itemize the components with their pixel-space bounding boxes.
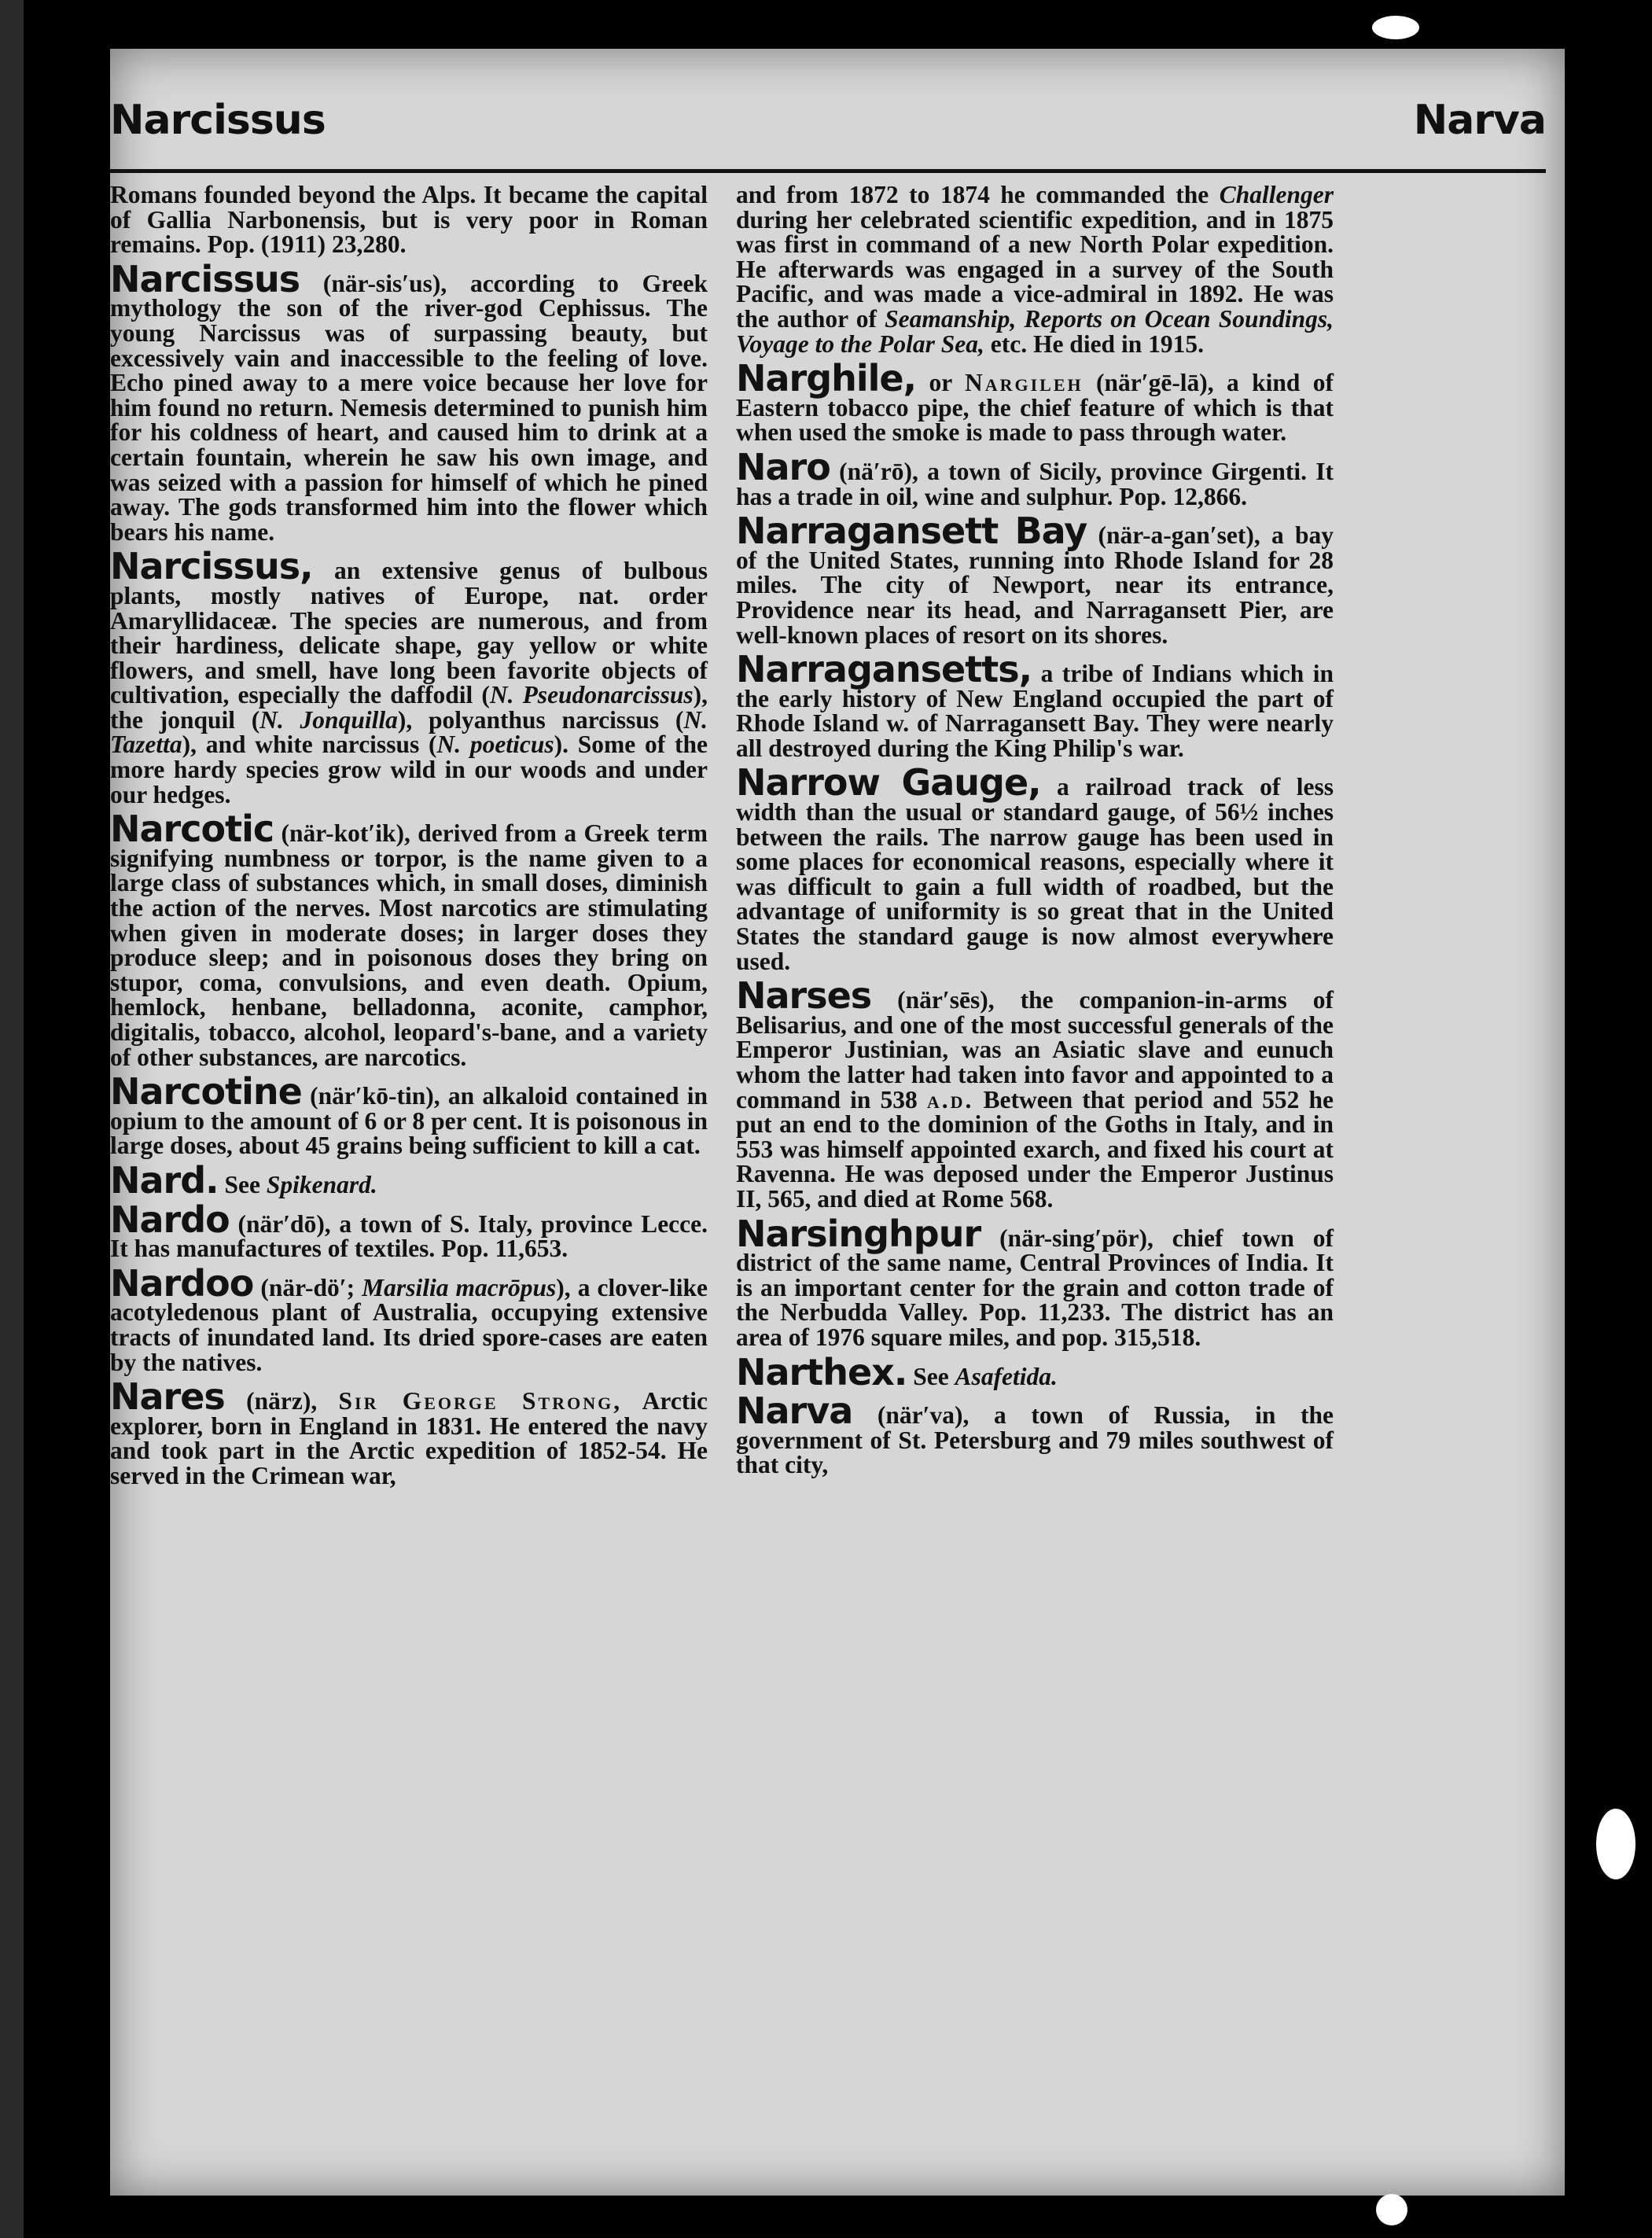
scan-speck: [1372, 16, 1419, 39]
headword: Narses: [736, 974, 872, 1018]
cross-reference: Spikenard.: [266, 1170, 377, 1198]
pronunciation: (när-sis′us),: [322, 269, 447, 297]
headword: Narthex.: [736, 1350, 907, 1393]
left-column: [110, 182, 708, 1495]
entry-narrow-gauge: [736, 761, 1334, 975]
entry-text: ), a clover-like acotyledenous plant of Australia, occupying extensive tracts of inundated land. Its dried spore-cases are eaten by the natives.: [110, 1273, 708, 1376]
running-head-left: Narcissus: [110, 97, 326, 144]
entry-narghile: [736, 357, 1334, 447]
pronunciation: (när′sēs),: [897, 986, 995, 1014]
pronunciation: (när′kō-tin),: [310, 1082, 440, 1110]
headword: Narghile,: [736, 357, 917, 400]
scientific-name: N. Tazetta: [110, 705, 708, 759]
entry-text: during her celebrated scientific expedition, and in 1875 was first in command of a new North Polar expedition. He afterwards was engaged in a survey of the South Pacific, and was made a vice-admiral in 1892. He was the author of: [736, 205, 1334, 333]
pronunciation: (nä′rō),: [839, 457, 918, 485]
entry-narcissus-myth: [110, 257, 708, 546]
entry-text: the companion-in-arms of Belisarius, and one of the most successful generals of the Emperor Justinian, was an Asiatic slave and eunuch whom the latter had taken into favor and appointed to a command in 538: [736, 986, 1334, 1113]
headword: Naro: [736, 445, 830, 488]
see-label: See: [913, 1362, 949, 1390]
pronunciation: (när′gē-lā),: [1095, 369, 1214, 397]
entry-text: a bay of the United States, running into Rhode Island for 28 miles. The city of Newport, near its entrance, Providence near its head, and Narragansett Pier, are well-known places of resort on its shores.: [736, 521, 1334, 649]
headword: Nardoo: [110, 1261, 254, 1305]
entry-continuation: [736, 182, 1334, 356]
era-abbrev: a.d.: [926, 1085, 974, 1113]
scan-speck: [1596, 1809, 1635, 1879]
entry-text: ), polyanthus narcissus (: [397, 705, 684, 734]
see-label: See: [224, 1170, 260, 1198]
entry-text: Romans founded beyond the Alps. It became the capital of Gallia Narbonensis, but is very poor in Roman remains. Pop. (1911) 23,280.: [110, 181, 708, 259]
entry-text: an alkaloid contained in opium to the amount of 6 or 8 per cent. It is poisonous in large doses, about 45 grains being sufficient to kill a cat.: [110, 1082, 708, 1160]
entry-text: a town of Russia, in the government of St. Petersburg and 79 miles southwest of that city,: [736, 1401, 1334, 1479]
entry-continuation: [110, 182, 708, 257]
pronunciation: (när-a-gan′set),: [1098, 521, 1260, 550]
entry-text: Arctic explorer, born in England in 1831. He entered the navy and took part in the Arctic expedition of 1852-54. He served in the Crimean war,: [110, 1387, 708, 1489]
entry-narragansett-bay: [736, 510, 1334, 649]
entry-nardo: [110, 1198, 708, 1263]
headword: Nares: [110, 1375, 225, 1419]
scientific-name: N. Pseudonarcissus: [489, 681, 694, 709]
entry-naro: [736, 445, 1334, 510]
adjacent-page-edge: [0, 0, 24, 2238]
entry-text: a railroad track of less width than the usual or standard gauge, of 56½ inches between the rails. The narrow gauge has been used in some places for economical reasons, especially where it was difficult to gain a full width of roadbed, but the advantage of uniformity is so great that in the United States the standard gauge is now almost everywhere used.: [736, 773, 1334, 975]
headword: Narcissus: [110, 257, 300, 300]
headword: Narva: [736, 1390, 853, 1433]
entry-text: ), and white narcissus (: [182, 731, 437, 759]
pronunciation: (när-dö′;: [260, 1273, 355, 1301]
entry-text: a tribe of Indians which in the early history of New England occupied the part of Rhode Island w. of Narragansett Bay. They were nearly all destroyed during the King Philip's war.: [736, 660, 1334, 762]
entry-narcotine: [110, 1070, 708, 1160]
book-titles: Seamanship, Reports on Ocean Soundings, Voyage to the Polar Sea,: [736, 304, 1334, 358]
or-label: or: [929, 369, 952, 397]
entry-text: a town of S. Italy, province Lecce. It has manufactures of textiles. Pop. 11,653.: [110, 1209, 708, 1263]
pronunciation: (när-sing′pör),: [999, 1224, 1153, 1252]
scientific-name: N. Jonquilla: [259, 705, 398, 734]
scan-speck: [1376, 2194, 1407, 2225]
entry-nardoo: [110, 1261, 708, 1376]
cross-reference: Asafetida.: [955, 1362, 1058, 1390]
entry-text: chief town of district of the same name, Central Provinces of India. It is an important center for the grain and cotton trade of the Nerbudda Valley. Pop. 11,233. The district has an area of 1976 square miles, and pop. 315,518.: [736, 1224, 1334, 1351]
entry-text: etc. He died in 1915.: [984, 329, 1204, 358]
entry-narses: [736, 974, 1334, 1213]
headword: Narragansetts,: [736, 648, 1032, 691]
headword: Narrow Gauge,: [736, 761, 1041, 804]
pronunciation: (när′dō),: [237, 1209, 331, 1238]
person-name: Sir George Strong,: [338, 1387, 623, 1415]
headword: Narragansett Bay: [736, 510, 1087, 553]
headword: Narsinghpur: [736, 1212, 981, 1255]
entry-narragansetts: [736, 648, 1334, 762]
running-head-right: Narva: [1413, 97, 1546, 144]
entry-narthex: [736, 1350, 1334, 1393]
ship-name: Challenger: [1219, 181, 1334, 208]
entry-text: a kind of Eastern tobacco pipe, the chief feature of which is that when used the smoke is made to pass through water.: [736, 369, 1334, 447]
entry-narcissus-plant: [110, 545, 708, 808]
entry-text: ), the jonquil (: [110, 681, 708, 734]
entry-narsinghpur: [736, 1212, 1334, 1351]
entry-narva: [736, 1390, 1334, 1479]
scientific-name: Marsilia macrōpus: [362, 1273, 557, 1301]
entry-text: derived from a Greek term signifying numbness or torpor, is the name given to a large class of substances which, in small doses, diminish the action of the nerves. Most narcotics are stimulating when given in moderate doses; in larger doses they produce sleep; and in poisonous doses they bring on stupor, coma, convulsions, and even death. Opium, hemlock, henbane, belladonna, aconite, camphor, digitalis, tobacco, alcohol, leopard's-bane, and a variety of other substances, are narcotics.: [110, 819, 708, 1071]
headword: Narcotine: [110, 1070, 302, 1113]
entry-narcotic: [110, 808, 708, 1071]
headword: Nard.: [110, 1158, 219, 1202]
entry-text: a town of Sicily, province Girgenti. It has a trade in oil, wine and sulphur. Pop. 12,866.: [736, 457, 1334, 510]
entry-nares: [110, 1375, 708, 1489]
entry-text: according to Greek mythology the son of the river-god Cephissus. The young Narcissus was of surpassing beauty, but excessively vain and inaccessible to the feeling of love. Echo pined away to a mere voice because her love for him found no return. Nemesis determined to punish him for his coldness of heart, and caused him to drink at a certain fountain, wherein he saw his own image, and was seized with a passion for himself of which he pined away. The gods transformed him into the flower which bears his name.: [110, 269, 708, 546]
headword: Narcissus,: [110, 545, 313, 588]
headword: Narcotic: [110, 808, 274, 851]
alternate-headword: Nargileh: [964, 369, 1084, 397]
pronunciation: (när-kot′ik),: [281, 819, 410, 848]
pronunciation: (närz),: [246, 1387, 318, 1415]
entry-nard: [110, 1158, 708, 1202]
headword: Nardo: [110, 1198, 230, 1241]
running-head: [110, 90, 1546, 173]
pronunciation: (när′va),: [877, 1401, 969, 1430]
scientific-name: N. poeticus: [436, 731, 554, 759]
right-column: [736, 182, 1334, 1484]
entry-text: an extensive genus of bulbous plants, mostly natives of Europe, nat. order Amaryllidaceæ. The species are numerous, and from their hardiness, delicate shape, gay yellow or white flowers, and smell, have long been favorite objects of cultivation, especially the daffodil (: [110, 557, 708, 709]
entry-text: and from 1872 to 1874 he commanded the: [736, 181, 1220, 208]
entry-text: ). Some of the more hardy species grow wild in our woods and under our hedges.: [110, 731, 708, 808]
entry-text: Between that period and 552 he put an end to the dominion of the Goths in Italy, and in 553 was himself appointed exarch, and fixed his court at Ravenna. He was deposed under the Emperor Justinus II, 565, and died at Rome 568.: [736, 1085, 1334, 1213]
